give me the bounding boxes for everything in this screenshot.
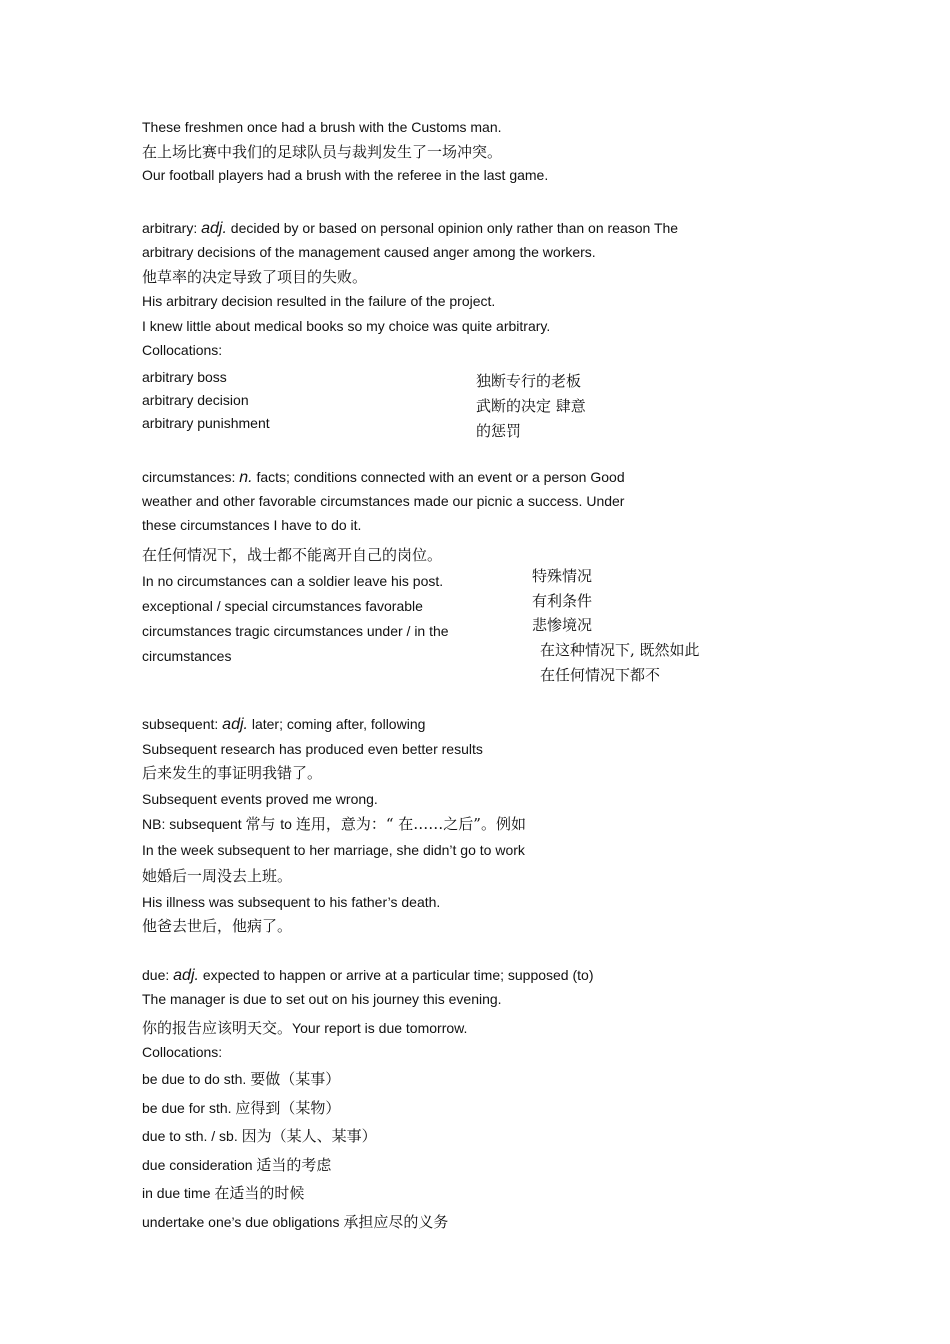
collocation-cn: 因为（某人、某事）: [241, 1127, 377, 1145]
subsequent-example-4-cn: 他爸去世后，他病了。: [142, 917, 293, 935]
circumstances-definition-line-1: [142, 468, 625, 487]
due-definition: [142, 966, 594, 985]
headword: arbitrary:: [142, 220, 202, 236]
circumstances-collocation-en: circumstances tragic circumstances under / in the: [142, 623, 449, 639]
collocation-en: due consideration: [142, 1157, 257, 1173]
circumstances-example-en: In no circumstances can a soldier leave his post.: [142, 573, 444, 589]
circumstances-collocation-en: exceptional / special circumstances favorable: [142, 598, 423, 614]
example-cn: 你的报告应该明天交。: [142, 1019, 293, 1037]
collocation-cn: 适当的考虑: [256, 1156, 332, 1174]
subsequent-example-1-en: Subsequent research has produced even better results: [142, 741, 483, 757]
due-collocations-label: Collocations:: [142, 1044, 223, 1060]
collocation-en: be due to do sth.: [142, 1071, 251, 1087]
collocation-cn: 在适当的时候: [214, 1184, 305, 1202]
collocation-cn: 承担应尽的义务: [343, 1213, 449, 1231]
circumstances-collocation-cn: 有利条件: [532, 592, 593, 610]
definition: facts; conditions connected with an event or a person Good: [252, 469, 625, 485]
part-of-speech: adj.: [173, 967, 199, 984]
arbitrary-collocation-en: arbitrary punishment: [142, 415, 270, 431]
due-example-2: [142, 1019, 467, 1037]
due-collocation: [142, 1213, 448, 1231]
due-example-1-en: The manager is due to set out on his journey this evening.: [142, 991, 502, 1007]
brush-example-1: These freshmen once had a brush with the Customs man.: [142, 119, 502, 135]
collocation-en: due to sth. / sb.: [142, 1128, 242, 1144]
part-of-speech: n.: [239, 469, 253, 486]
subsequent-example-3-en: In the week subsequent to her marriage, she didn’t go to work: [142, 842, 525, 858]
definition: expected to happen or arrive at a particular time; supposed (to): [198, 967, 594, 983]
definition: decided by or based on personal opinion only rather than on reason The: [226, 220, 679, 236]
note-text: 常与: [245, 815, 281, 833]
circumstances-definition-line-3: these circumstances I have to do it.: [142, 517, 362, 533]
brush-example-2-en: Our football players had a brush with the referee in the last game.: [142, 167, 549, 183]
arbitrary-example-2-en: I knew little about medical books so my choice was quite arbitrary.: [142, 318, 551, 334]
arbitrary-example-1-cn: 他草率的决定导致了项目的失败。: [142, 268, 368, 286]
circumstances-collocation-cn: 在任何情况下都不: [540, 666, 661, 684]
circumstances-definition-line-2: weather and other favorable circumstances made our picnic a success. Under: [142, 493, 625, 509]
collocation-cn: 应得到（某物）: [235, 1099, 341, 1117]
due-collocation: [142, 1070, 340, 1088]
part-of-speech: adj.: [201, 220, 227, 237]
collocation-cn: 要做（某事）: [250, 1070, 341, 1088]
note-text: NB: subsequent: [142, 816, 246, 832]
due-collocation: [142, 1156, 331, 1174]
collocation-en: undertake one’s due obligations: [142, 1214, 344, 1230]
arbitrary-collocation-cn: 独断专行的老板: [476, 372, 582, 390]
arbitrary-collocation-cn: 武断的决定 肆意: [476, 397, 586, 415]
part-of-speech: adj.: [222, 716, 248, 733]
definition: later; coming after, following: [247, 716, 426, 732]
brush-example-2-cn: 在上场比赛中我们的足球队员与裁判发生了一场冲突。: [142, 143, 503, 161]
collocation-en: be due for sth.: [142, 1100, 236, 1116]
subsequent-usage-note: [142, 815, 526, 833]
subsequent-definition: [142, 715, 425, 734]
subsequent-example-4-en: His illness was subsequent to his father’s death.: [142, 894, 441, 910]
headword: circumstances:: [142, 469, 240, 485]
headword: subsequent:: [142, 716, 223, 732]
arbitrary-collocation-cn: 的惩罚: [476, 422, 522, 440]
arbitrary-definition-line-1: [142, 219, 678, 238]
circumstances-collocation-cn: 特殊情况: [532, 567, 593, 585]
arbitrary-example-1-en: His arbitrary decision resulted in the failure of the project.: [142, 293, 496, 309]
due-collocation: [142, 1127, 377, 1145]
headword: due:: [142, 967, 174, 983]
arbitrary-definition-line-2: arbitrary decisions of the management caused anger among the workers.: [142, 244, 596, 260]
arbitrary-collocations-label: Collocations:: [142, 342, 223, 358]
subsequent-example-3-cn: 她婚后一周没去上班。: [142, 867, 293, 885]
example-en: Your report is due tomorrow.: [292, 1020, 468, 1036]
subsequent-example-2-en: Subsequent events proved me wrong.: [142, 791, 378, 807]
arbitrary-collocation-en: arbitrary decision: [142, 392, 249, 408]
circumstances-collocation-cn: 在这种情况下, 既然如此: [540, 641, 700, 659]
note-text: to: [280, 816, 296, 832]
due-collocation: [142, 1099, 340, 1117]
collocation-en: in due time: [142, 1185, 215, 1201]
note-text: 连用，意为：“ 在……之后”。例如: [295, 815, 526, 833]
circumstances-collocation-en: circumstances: [142, 648, 232, 664]
subsequent-example-2-cn: 后来发生的事证明我错了。: [142, 764, 323, 782]
circumstances-example-cn: 在任何情况下，战士都不能离开自己的岗位。: [142, 546, 443, 564]
arbitrary-collocation-en: arbitrary boss: [142, 369, 227, 385]
due-collocation: [142, 1184, 304, 1202]
circumstances-collocation-cn: 悲惨境况: [532, 616, 593, 634]
